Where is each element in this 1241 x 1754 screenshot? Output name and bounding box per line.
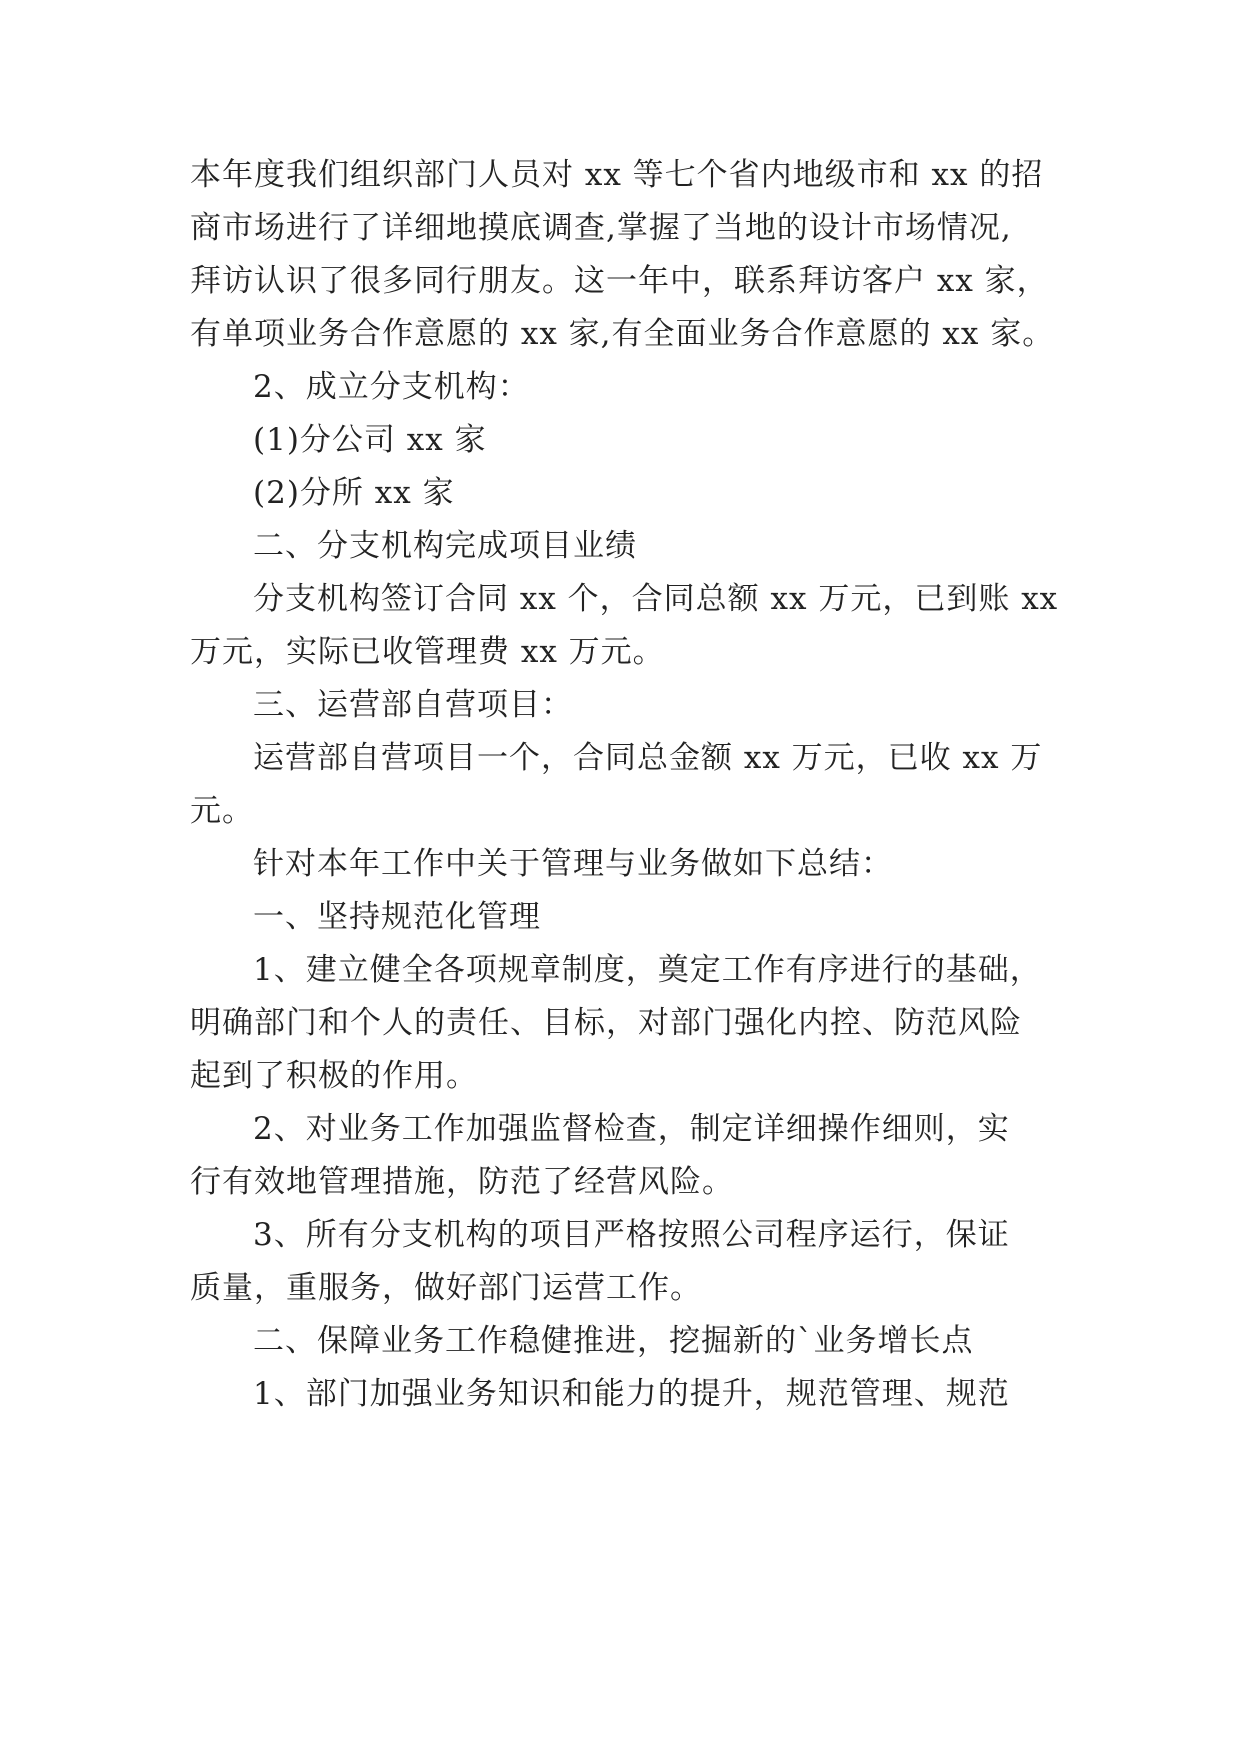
- text-line: 本年度我们组织部门人员对 xx 等七个省内地级市和 xx 的招: [190, 157, 1044, 193]
- text-line: 商市场进行了详细地摸底调查,掌握了当地的设计市场情况,: [190, 210, 1012, 246]
- text-line: 运营部自营项目一个，合同总金额 xx 万元，已收 xx 万: [253, 740, 1043, 776]
- text-line: 1、部门加强业务知识和能力的提升，规范管理、规范: [253, 1376, 1010, 1412]
- text-line: 行有效地管理措施，防范了经营风险。: [190, 1164, 734, 1200]
- text-line: 拜访认识了很多同行朋友。这一年中，联系拜访客户 xx 家，: [190, 263, 1049, 299]
- list-item: (1)分公司 xx 家: [253, 422, 487, 458]
- text-line: 质量，重服务，做好部门运营工作。: [190, 1270, 702, 1306]
- text-line: 明确部门和个人的责任、目标，对部门强化内控、防范风险: [190, 1005, 1022, 1041]
- section-heading: 二、分支机构完成项目业绩: [253, 528, 637, 564]
- text-line: 万元，实际已收管理费 xx 万元。: [190, 634, 665, 670]
- section-heading: 2、成立分支机构：: [253, 369, 530, 405]
- text-line: 2、对业务工作加强监督检查，制定详细操作细则，实: [253, 1111, 1010, 1147]
- text-line: 针对本年工作中关于管理与业务做如下总结：: [253, 846, 893, 882]
- section-heading: 三、运营部自营项目：: [253, 687, 573, 723]
- text-line: 起到了积极的作用。: [190, 1058, 478, 1094]
- text-line: 3、所有分支机构的项目严格按照公司程序运行，保证: [253, 1217, 1010, 1253]
- text-line: 1、建立健全各项规章制度，奠定工作有序进行的基础，: [253, 952, 1042, 988]
- text-line: 有单项业务合作意愿的 xx 家,有全面业务合作意愿的 xx 家。: [190, 316, 1055, 352]
- list-item: (2)分所 xx 家: [253, 475, 455, 511]
- text-line: 元。: [190, 793, 254, 829]
- section-heading: 一、坚持规范化管理: [253, 899, 541, 935]
- section-heading: 二、保障业务工作稳健推进，挖掘新的`业务增长点: [253, 1323, 974, 1359]
- text-line: 分支机构签订合同 xx 个，合同总额 xx 万元，已到账 xx: [253, 581, 1059, 617]
